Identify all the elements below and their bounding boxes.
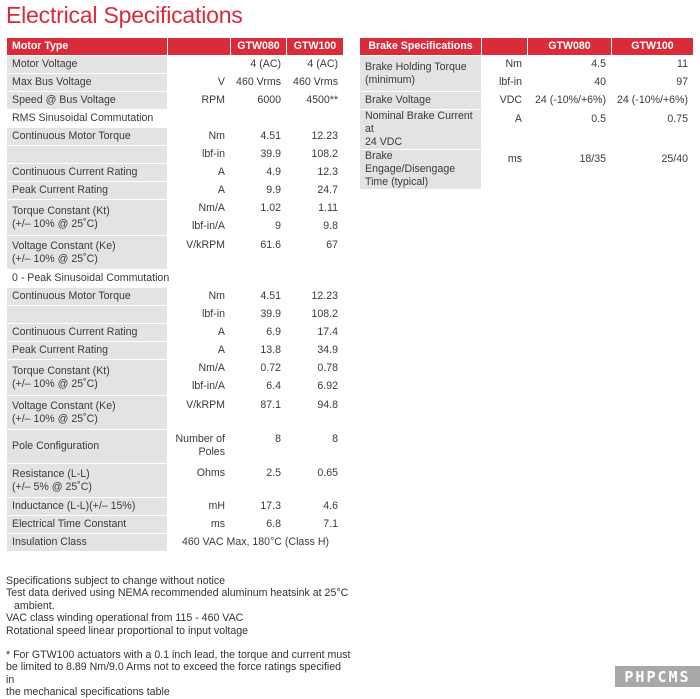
value-gtw080: 0.5 — [528, 110, 612, 150]
note-line: Rotational speed linear proportional to input voltage — [6, 624, 249, 637]
table-row — [7, 200, 344, 218]
value-gtw080: 18/35 — [528, 150, 612, 190]
table-row — [7, 498, 344, 516]
table-row — [7, 128, 344, 146]
value-gtw080: 9.9 — [231, 182, 287, 200]
table-row — [7, 74, 344, 92]
row-unit: ms — [482, 150, 528, 190]
value-gtw080: 0.72 — [231, 360, 287, 378]
table-row — [7, 92, 344, 110]
table-row — [360, 110, 694, 150]
value-gtw100: 6.92 — [287, 378, 344, 396]
value-gtw100: 97 — [612, 74, 694, 92]
header-gtw080: GTW080 — [231, 38, 287, 56]
header-gtw100: GTW100 — [287, 38, 344, 56]
value-gtw080: 1.02 — [231, 200, 287, 218]
section-heading: RMS Sinusoidal Commutation — [7, 110, 344, 128]
motor-spec-table — [6, 37, 344, 552]
notes — [6, 575, 351, 699]
value-gtw100: 4 (AC) — [287, 56, 344, 74]
value-gtw100: 34.9 — [287, 342, 344, 360]
page-title: Electrical Specifications — [6, 2, 243, 28]
value-gtw100: 0.75 — [612, 110, 694, 150]
row-unit: Nm/A — [168, 200, 231, 218]
value-gtw100: 0.65 — [287, 464, 344, 498]
header-unit — [482, 38, 528, 56]
row-unit: Nm — [168, 128, 231, 146]
note-line: ambient. — [14, 599, 55, 612]
table-row — [360, 150, 694, 190]
row-unit: A — [168, 182, 231, 200]
note-line: Test data derived using NEMA recommended aluminum heatsink at 25°C — [6, 587, 349, 600]
table-row — [7, 464, 344, 498]
value-gtw100: 24.7 — [287, 182, 344, 200]
row-unit: lbf-in — [168, 146, 231, 164]
row-unit: mH — [168, 498, 231, 516]
footnote-line: * For GTW100 actuators with a 0.1 inch lead, the torque and current must — [6, 649, 351, 662]
footnote-line: the mechanical specifications table — [6, 686, 170, 699]
table-row — [7, 342, 344, 360]
value-gtw100: 4.6 — [287, 498, 344, 516]
value-gtw080: 4.51 — [231, 128, 287, 146]
value-gtw100: 4500** — [287, 92, 344, 110]
row-label: Continuous Motor Torque — [7, 288, 168, 306]
row-unit: V — [168, 74, 231, 92]
table-row — [7, 236, 344, 270]
brake-spec-table — [359, 37, 694, 190]
value-gtw100: 24 (-10%/+6%) — [612, 92, 694, 110]
row-unit: RPM — [168, 92, 231, 110]
row-unit: lbf-in — [168, 306, 231, 324]
row-label: Speed @ Bus Voltage — [7, 92, 168, 110]
value-gtw100: 67 — [287, 236, 344, 270]
table-row — [7, 56, 344, 74]
row-label: Continuous Current Rating — [7, 324, 168, 342]
value-gtw100: 12.23 — [287, 128, 344, 146]
row-label: Peak Current Rating — [7, 182, 168, 200]
value-gtw080: 39.9 — [231, 146, 287, 164]
value-gtw080: 24 (-10%/+6%) — [528, 92, 612, 110]
row-label: Continuous Motor Torque — [7, 128, 168, 146]
row-label: Brake Engage/Disengage Time (typical) — [360, 150, 482, 190]
value-gtw080: 6000 — [231, 92, 287, 110]
header-unit — [168, 38, 231, 56]
value-gtw080: 8 — [231, 430, 287, 464]
value-gtw080: 2.5 — [231, 464, 287, 498]
table-row — [7, 430, 344, 464]
row-label: Brake Voltage — [360, 92, 482, 110]
section-heading: 0 - Peak Sinusoidal Commutation — [7, 270, 344, 288]
header-gtw100: GTW100 — [612, 38, 694, 56]
value-gtw080: 460 Vrms — [231, 74, 287, 92]
value-gtw080: 9 — [231, 218, 287, 236]
value-gtw100: 8 — [287, 430, 344, 464]
row-label: Pole Configuration — [7, 430, 168, 464]
table-row — [7, 288, 344, 306]
row-label: Torque Constant (Kt) (+/– 10% @ 25˚C) — [7, 360, 168, 396]
note-line: Specifications subject to change without notice — [6, 575, 226, 587]
value-gtw100: 17.4 — [287, 324, 344, 342]
row-unit: lbf-in/A — [168, 378, 231, 396]
section-row — [7, 110, 344, 128]
table-row — [7, 516, 344, 534]
value-gtw080: 39.9 — [231, 306, 287, 324]
row-unit: VDC — [482, 92, 528, 110]
row-unit: A — [168, 342, 231, 360]
row-unit — [168, 56, 231, 74]
row-unit: Nm/A — [168, 360, 231, 378]
value-gtw080: 4.5 — [528, 56, 612, 74]
table-row — [360, 92, 694, 110]
value-gtw080: 87.1 — [231, 396, 287, 430]
table-row — [7, 164, 344, 182]
section-row — [7, 270, 344, 288]
value-gtw080: 6.4 — [231, 378, 287, 396]
row-label: Motor Voltage — [7, 56, 168, 74]
row-label: Electrical Time Constant — [7, 516, 168, 534]
row-label: Torque Constant (Kt) (+/– 10% @ 25˚C) — [7, 200, 168, 236]
row-unit: Ohms — [168, 464, 231, 498]
watermark-logo: PHPCMS — [615, 666, 700, 687]
motor-table-header — [7, 38, 344, 56]
table-row — [7, 360, 344, 378]
table-row — [7, 534, 344, 552]
row-unit: Number of Poles — [168, 430, 231, 464]
value-gtw100: 94.8 — [287, 396, 344, 430]
row-unit: Nm — [482, 56, 528, 74]
row-label: Nominal Brake Current at 24 VDC — [360, 110, 482, 150]
value-gtw100: 108.2 — [287, 146, 344, 164]
row-label: Resistance (L-L) (+/– 5% @ 25˚C) — [7, 464, 168, 498]
row-unit: A — [482, 110, 528, 150]
row-unit: V/kRPM — [168, 236, 231, 270]
value-gtw080: 13.8 — [231, 342, 287, 360]
value-gtw100: 11 — [612, 56, 694, 74]
row-label: Voltage Constant (Ke) (+/– 10% @ 25˚C) — [7, 236, 168, 270]
value-gtw100: 25/40 — [612, 150, 694, 190]
value-gtw100: 7.1 — [287, 516, 344, 534]
value-gtw080: 61.6 — [231, 236, 287, 270]
value-gtw100: 460 Vrms — [287, 74, 344, 92]
row-unit: lbf-in — [482, 74, 528, 92]
footnote-line: be limited to 8.89 Nm/9.0 Arms not to exceed the force ratings specified in — [6, 661, 342, 686]
row-label-empty — [7, 146, 168, 164]
row-unit: A — [168, 324, 231, 342]
row-unit: V/kRPM — [168, 396, 231, 430]
note-line: VAC class winding operational from 115 - 460 VAC — [6, 612, 244, 625]
row-label: Brake Holding Torque (minimum) — [360, 56, 482, 92]
value-gtw080: 40 — [528, 74, 612, 92]
table-row — [7, 182, 344, 200]
header-motor-type: Motor Type — [7, 38, 168, 56]
table-row — [7, 146, 344, 164]
value-gtw080: 4 (AC) — [231, 56, 287, 74]
value-gtw100: 12.3 — [287, 164, 344, 182]
row-label: Inductance (L-L)(+/– 15%) — [7, 498, 168, 516]
row-label: Insulation Class — [7, 534, 168, 552]
value-gtw100: 1.11 — [287, 200, 344, 218]
row-unit: Nm — [168, 288, 231, 306]
table-row — [7, 306, 344, 324]
header-brake-specifications: Brake Specifications — [360, 38, 482, 56]
value-gtw080: 6.9 — [231, 324, 287, 342]
row-label-empty — [7, 306, 168, 324]
row-unit: ms — [168, 516, 231, 534]
value-gtw100: 108.2 — [287, 306, 344, 324]
value-gtw080: 6.8 — [231, 516, 287, 534]
value-gtw080: 4.51 — [231, 288, 287, 306]
row-unit: lbf-in/A — [168, 218, 231, 236]
value-gtw100: 0.78 — [287, 360, 344, 378]
row-label: Max Bus Voltage — [7, 74, 168, 92]
row-unit: A — [168, 164, 231, 182]
row-value: 460 VAC Max, 180°C (Class H) — [168, 534, 344, 552]
value-gtw080: 4.9 — [231, 164, 287, 182]
value-gtw100: 9.8 — [287, 218, 344, 236]
value-gtw100: 12.23 — [287, 288, 344, 306]
table-row — [7, 324, 344, 342]
table-row — [7, 396, 344, 430]
row-label: Peak Current Rating — [7, 342, 168, 360]
table-row — [360, 56, 694, 74]
brake-table-header — [360, 38, 694, 56]
row-label: Continuous Current Rating — [7, 164, 168, 182]
row-label: Voltage Constant (Ke) (+/– 10% @ 25˚C) — [7, 396, 168, 430]
value-gtw080: 17.3 — [231, 498, 287, 516]
header-gtw080: GTW080 — [528, 38, 612, 56]
